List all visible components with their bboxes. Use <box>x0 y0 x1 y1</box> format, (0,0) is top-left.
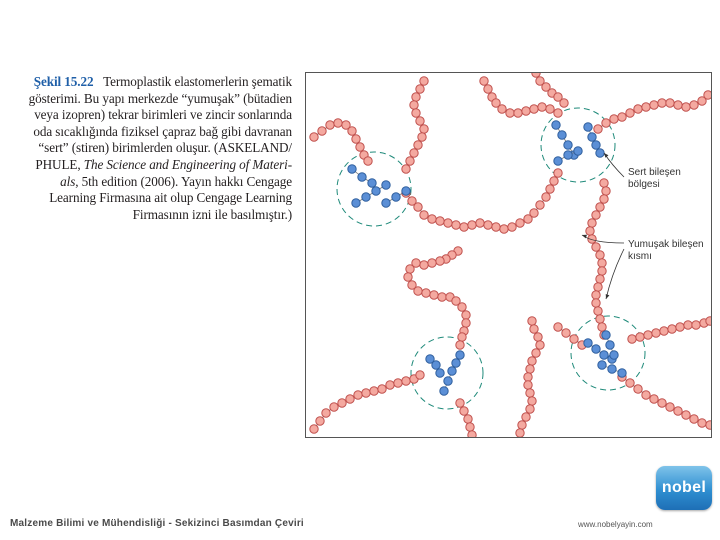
soft-bead <box>598 267 606 275</box>
soft-bead <box>334 119 342 127</box>
soft-bead <box>592 299 600 307</box>
publisher-url: www.nobelyayin.com <box>578 520 653 529</box>
soft-bead <box>460 223 468 231</box>
soft-bead <box>458 303 466 311</box>
soft-bead <box>406 157 414 165</box>
soft-bead <box>554 169 562 177</box>
soft-bead <box>666 99 674 107</box>
soft-bead <box>596 203 604 211</box>
soft-bead <box>528 317 536 325</box>
soft-bead <box>480 77 488 85</box>
hard-bead <box>352 199 360 207</box>
soft-bead <box>526 405 534 413</box>
soft-bead <box>524 381 532 389</box>
hard-bead <box>618 369 626 377</box>
soft-bead <box>330 403 338 411</box>
soft-bead <box>666 403 674 411</box>
soft-bead <box>602 119 610 127</box>
soft-bead <box>634 105 642 113</box>
hard-bead <box>608 365 616 373</box>
soft-bead <box>506 109 514 117</box>
caption-line-5: “sert” (stiren) birimlerden oluşur. (ASKELAND/ <box>38 140 292 156</box>
soft-bead <box>414 141 422 149</box>
soft-bead <box>498 105 506 113</box>
soft-bead <box>416 85 424 93</box>
hard-bead <box>584 123 592 131</box>
hard-bead <box>362 193 370 201</box>
hard-bead <box>456 351 464 359</box>
book-title-footer: Malzeme Bilimi ve Mühendisliği - Sekizinci Basımdan Çeviri <box>10 518 304 529</box>
soft-bead <box>430 291 438 299</box>
soft-bead <box>416 117 424 125</box>
soft-bead <box>406 265 414 273</box>
soft-bead <box>532 349 540 357</box>
soft-bead <box>542 193 550 201</box>
soft-bead <box>522 107 530 115</box>
soft-bead <box>404 273 412 281</box>
soft-bead <box>562 329 570 337</box>
soft-bead <box>414 203 422 211</box>
soft-bead <box>378 385 386 393</box>
elastomer-schematic-figure <box>305 72 712 438</box>
soft-leader-bottom <box>606 249 624 299</box>
caption-line-8: Learning Firmasına ait olup Cengage Learning <box>49 190 292 206</box>
soft-bead <box>456 341 464 349</box>
soft-bead <box>468 221 476 229</box>
soft-bead <box>422 289 430 297</box>
hard-bead <box>448 367 456 375</box>
soft-bead <box>598 323 606 331</box>
soft-bead <box>596 275 604 283</box>
soft-bead <box>538 103 546 111</box>
soft-bead <box>530 105 538 113</box>
soft-bead <box>476 219 484 227</box>
hard-bead <box>600 351 608 359</box>
arrow-head <box>604 153 608 158</box>
figure-label: Şekil 15.22 <box>33 74 94 89</box>
hard-bead <box>596 149 604 157</box>
soft-bead <box>536 201 544 209</box>
soft-bead <box>592 291 600 299</box>
soft-bead <box>596 315 604 323</box>
soft-bead <box>682 103 690 111</box>
soft-bead <box>354 391 362 399</box>
hard-bead <box>432 361 440 369</box>
soft-bead <box>658 99 666 107</box>
soft-bead <box>706 317 712 325</box>
soft-bead <box>682 411 690 419</box>
hard-bead <box>592 345 600 353</box>
soft-bead <box>310 425 318 433</box>
soft-bead <box>634 385 642 393</box>
soft-bead <box>674 101 682 109</box>
soft-bead <box>420 125 428 133</box>
caption-line-6: PHULE, The Science and Engineering of Materi- <box>35 156 292 172</box>
soft-bead <box>526 389 534 397</box>
soft-bead <box>508 223 516 231</box>
hard-bead <box>368 179 376 187</box>
soft-bead <box>466 423 474 431</box>
soft-bead <box>684 321 692 329</box>
hard-bead <box>610 351 618 359</box>
soft-bead <box>484 85 492 93</box>
soft-bead <box>456 399 464 407</box>
soft-bead <box>528 397 536 405</box>
soft-bead <box>458 333 466 341</box>
caption-line-2: gösterimi. Bu yapı merkezde “yumuşak” (bütadien <box>28 90 292 106</box>
hard-bead <box>602 331 610 339</box>
soft-bead <box>364 157 372 165</box>
soft-bead <box>586 227 594 235</box>
soft-bead <box>516 219 524 227</box>
soft-bead <box>438 293 446 301</box>
soft-bead <box>522 413 530 421</box>
soft-bead <box>484 221 492 229</box>
hard-bead <box>564 141 572 149</box>
soft-bead <box>362 389 370 397</box>
soft-bead <box>596 251 604 259</box>
soft-bead <box>462 311 470 319</box>
soft-bead <box>588 219 596 227</box>
figure-caption <box>6 74 292 223</box>
soft-bead <box>436 217 444 225</box>
soft-bead <box>428 259 436 267</box>
soft-bead <box>412 109 420 117</box>
soft-bead <box>692 321 700 329</box>
soft-bead <box>600 179 608 187</box>
soft-bead <box>650 101 658 109</box>
hard-bead <box>348 165 356 173</box>
soft-bead <box>626 379 634 387</box>
soft-bead <box>462 319 470 327</box>
soft-bead <box>348 127 356 135</box>
soft-bead <box>452 221 460 229</box>
soft-bead <box>338 399 346 407</box>
hard-bead <box>606 341 614 349</box>
soft-bead <box>420 211 428 219</box>
soft-bead <box>554 323 562 331</box>
soft-bead <box>352 135 360 143</box>
nobel-logo: nobel <box>656 466 712 510</box>
soft-bead <box>420 261 428 269</box>
soft-bead <box>652 329 660 337</box>
soft-bead <box>346 395 354 403</box>
soft-bead <box>698 419 706 427</box>
soft-bead <box>592 243 600 251</box>
arrow-head <box>606 294 610 299</box>
hard-bead <box>588 133 596 141</box>
soft-segment-annotation: Yumuşak bileşen kısmı <box>628 239 704 262</box>
hard-bead <box>392 193 400 201</box>
hard-bead <box>574 147 582 155</box>
caption-line-9: Firmasının izni ile basılmıştır.) <box>132 206 292 222</box>
hard-segment-bond <box>356 185 386 203</box>
soft-bead <box>318 127 326 135</box>
soft-bead <box>706 421 712 429</box>
soft-bead <box>526 365 534 373</box>
soft-bead <box>444 219 452 227</box>
hard-bead <box>452 359 460 367</box>
soft-bead <box>602 187 610 195</box>
soft-bead <box>642 103 650 111</box>
caption-line-7: als, 5th edition (2006). Yayın hakkı Cengage <box>60 173 292 189</box>
hard-bead <box>382 181 390 189</box>
soft-bead <box>326 121 334 129</box>
soft-bead <box>464 415 472 423</box>
hard-bead <box>598 361 606 369</box>
soft-bead <box>628 335 636 343</box>
soft-bead <box>420 77 428 85</box>
hard-bead <box>558 131 566 139</box>
soft-bead <box>676 323 684 331</box>
hard-bead <box>440 387 448 395</box>
soft-bead <box>530 325 538 333</box>
hard-bead <box>552 121 560 129</box>
soft-bead <box>642 391 650 399</box>
soft-bead <box>660 327 668 335</box>
hard-bead <box>444 377 452 385</box>
soft-bead <box>524 373 532 381</box>
hard-leader-line <box>604 153 624 177</box>
soft-bead <box>418 133 426 141</box>
soft-bead <box>436 257 444 265</box>
soft-bead <box>644 331 652 339</box>
soft-bead <box>402 165 410 173</box>
soft-bead <box>386 381 394 389</box>
soft-bead <box>412 93 420 101</box>
soft-bead <box>594 283 602 291</box>
hard-domain-annotation: Sert bileşen bölgesi <box>628 167 681 190</box>
soft-bead <box>410 101 418 109</box>
soft-bead <box>500 225 508 233</box>
soft-bead <box>674 407 682 415</box>
soft-bead <box>514 109 522 117</box>
hard-bead <box>564 151 572 159</box>
soft-bead <box>356 143 364 151</box>
soft-bead <box>618 113 626 121</box>
soft-bead <box>468 431 476 438</box>
soft-bead <box>536 341 544 349</box>
soft-bead <box>690 415 698 423</box>
soft-bead <box>546 185 554 193</box>
soft-bead <box>594 125 602 133</box>
soft-bead <box>704 91 712 99</box>
soft-bead <box>394 379 402 387</box>
soft-bead <box>600 195 608 203</box>
soft-bead <box>626 109 634 117</box>
hard-bead <box>554 157 562 165</box>
soft-bead <box>518 421 526 429</box>
hard-bead <box>592 141 600 149</box>
soft-bead <box>310 133 318 141</box>
soft-bead <box>592 211 600 219</box>
caption-line-3: veya izopren) tekrar birimleri ve zincir sonlarında <box>34 107 292 123</box>
soft-bead <box>534 333 542 341</box>
soft-bead <box>316 417 324 425</box>
soft-bead <box>554 109 562 117</box>
soft-bead <box>560 99 568 107</box>
hard-bead <box>372 187 380 195</box>
caption-line-1: Termoplastik elastomerlerin şematik <box>103 74 292 89</box>
soft-bead <box>492 223 500 231</box>
soft-bead <box>410 149 418 157</box>
soft-bead <box>594 307 602 315</box>
soft-bead <box>658 399 666 407</box>
soft-bead <box>690 101 698 109</box>
soft-bead <box>414 287 422 295</box>
hard-bead <box>584 339 592 347</box>
soft-bead <box>668 325 676 333</box>
soft-bead <box>530 209 538 217</box>
soft-bead <box>370 387 378 395</box>
soft-bead <box>528 357 536 365</box>
soft-bead <box>570 335 578 343</box>
soft-bead <box>428 215 436 223</box>
soft-bead <box>610 115 618 123</box>
soft-bead <box>322 409 330 417</box>
hard-segment-bond <box>556 125 574 155</box>
soft-bead <box>550 177 558 185</box>
soft-bead <box>598 259 606 267</box>
soft-bead <box>460 407 468 415</box>
soft-bead <box>636 333 644 341</box>
hard-bead <box>436 369 444 377</box>
hard-bead <box>402 187 410 195</box>
soft-segment-bond <box>598 95 708 129</box>
soft-bead <box>516 429 524 437</box>
hard-bead <box>358 173 366 181</box>
soft-bead <box>650 395 658 403</box>
caption-line-4: oda sıcaklığında fiziksel çapraz bağ gibi davranan <box>33 123 292 139</box>
soft-bead <box>402 377 410 385</box>
soft-bead <box>416 371 424 379</box>
soft-bead <box>546 105 554 113</box>
hard-bead <box>382 199 390 207</box>
